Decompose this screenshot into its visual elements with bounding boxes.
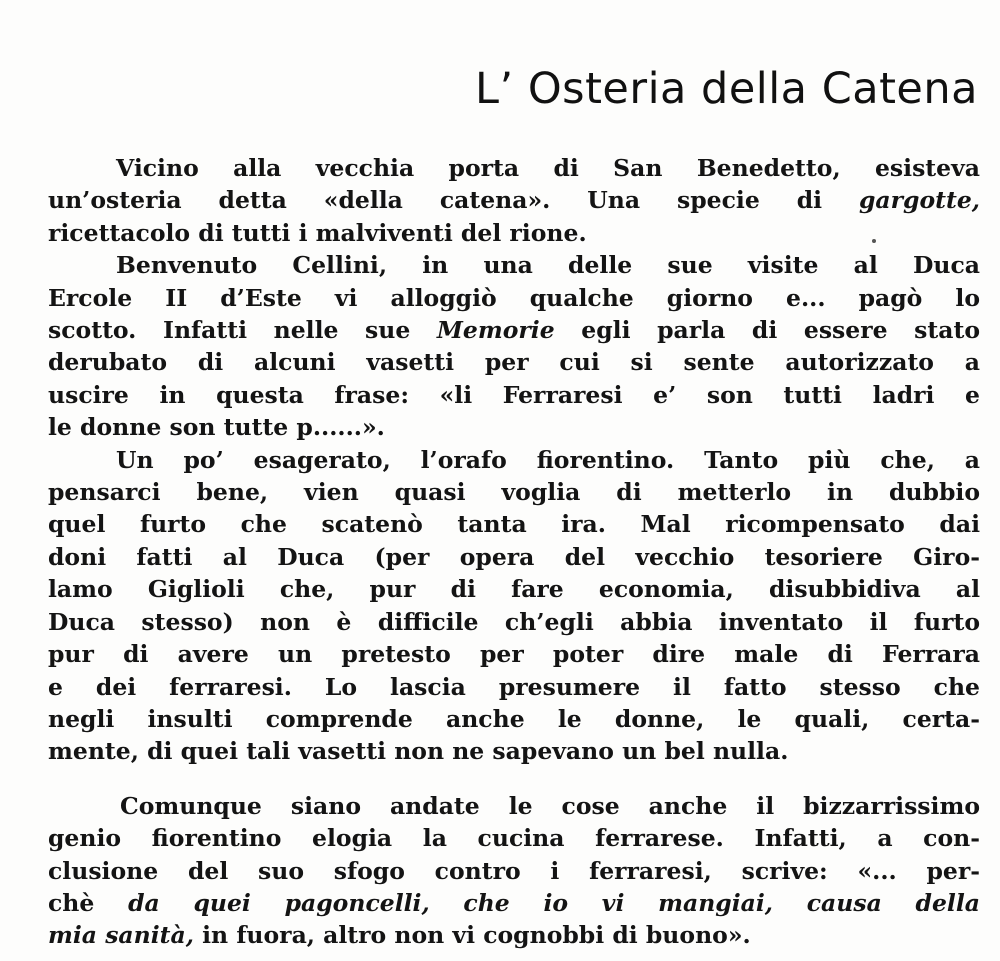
article-paragraph: [48, 249, 980, 443]
text-run: un’osteria detta «della catena». Una specie di: [48, 186, 859, 215]
text-line: [48, 379, 980, 411]
text-line: [48, 735, 980, 767]
text-line: [48, 282, 980, 314]
text-line: [48, 822, 980, 854]
text-line: [48, 444, 980, 476]
text-run: mente, di quei tali vasetti non ne sapevano un bel nulla.: [48, 737, 789, 766]
text-line: [48, 887, 980, 919]
text-line: [48, 249, 980, 281]
text-line: [48, 606, 980, 638]
text-run: Un po’ esagerato, l’orafo fiorentino. Tanto più che, a: [116, 445, 980, 474]
text-run: ricettacolo di tutti i malviventi del rione.: [48, 218, 587, 247]
text-run: Benvenuto Cellini, in una delle sue visite al Duca: [116, 251, 980, 280]
text-run: clusione del suo sfogo contro i ferraresi, scrive: «... per-: [48, 856, 980, 885]
text-line: [48, 508, 980, 540]
text-line: [48, 703, 980, 735]
italic-text: gargotte,: [859, 186, 980, 215]
text-line: [48, 541, 980, 573]
text-line: [48, 855, 980, 887]
text-run: egli parla di essere stato: [554, 316, 980, 345]
print-speck: [872, 239, 876, 243]
text-run: chè: [48, 888, 129, 917]
text-line: [48, 573, 980, 605]
italic-text: da quei pagoncelli, che io vi mangiai, causa della: [128, 888, 980, 917]
text-line: [48, 411, 980, 443]
italic-text: Memorie: [436, 316, 555, 345]
text-run: Ercole II d’Este vi alloggiò qualche giorno e... pagò lo: [48, 283, 980, 312]
text-line: [48, 314, 980, 346]
text-line: [48, 919, 980, 951]
article-body: [48, 152, 980, 952]
italic-text: mia sanità,: [48, 921, 194, 950]
text-run: doni fatti al Duca (per opera del vecchio tesoriere Giro-: [48, 542, 980, 571]
text-run: quel furto che scatenò tanta ira. Mal ricompensato dai: [48, 510, 980, 539]
text-run: Comunque siano andate le cose anche il bizzarrissimo: [120, 791, 980, 820]
text-line: [48, 790, 980, 822]
article-paragraph: [48, 152, 980, 249]
text-run: genio fiorentino elogia la cucina ferrarese. Infatti, a con-: [48, 824, 980, 853]
text-run: lamo Giglioli che, pur di fare economia, disubbidiva al: [48, 575, 980, 604]
text-run: uscire in questa frase: «li Ferraresi e’ son tutti ladri e: [48, 380, 980, 409]
text-line: [48, 671, 980, 703]
text-run: pur di avere un pretesto per poter dire male di Ferrara: [48, 640, 980, 669]
text-run: le donne son tutte p......».: [48, 413, 385, 442]
text-run: scotto. Infatti nelle sue: [48, 316, 437, 345]
text-line: [48, 184, 980, 216]
text-line: [48, 346, 980, 378]
text-run: Vicino alla vecchia porta di San Benedetto, esisteva: [116, 154, 980, 182]
text-line: [48, 217, 980, 249]
text-line: [48, 152, 980, 184]
text-run: pensarci bene, vien quasi voglia di metterlo in dubbio: [48, 478, 980, 507]
article-title: L’ Osteria della Catena: [475, 64, 978, 114]
text-run: derubato di alcuni vasetti per cui si sente autorizzato a: [48, 348, 980, 377]
text-run: negli insulti comprende anche le donne, le quali, certa-: [48, 704, 980, 733]
text-run: Duca stesso) non è difficile ch’egli abbia inventato il furto: [48, 607, 980, 636]
article-paragraph: [48, 790, 980, 952]
text-line: [48, 638, 980, 670]
text-run: in fuora, altro non vi cognobbi di buono».: [193, 921, 751, 950]
article-paragraph: [48, 444, 980, 768]
text-line: [48, 476, 980, 508]
text-run: e dei ferraresi. Lo lascia presumere il fatto stesso che: [48, 672, 980, 701]
